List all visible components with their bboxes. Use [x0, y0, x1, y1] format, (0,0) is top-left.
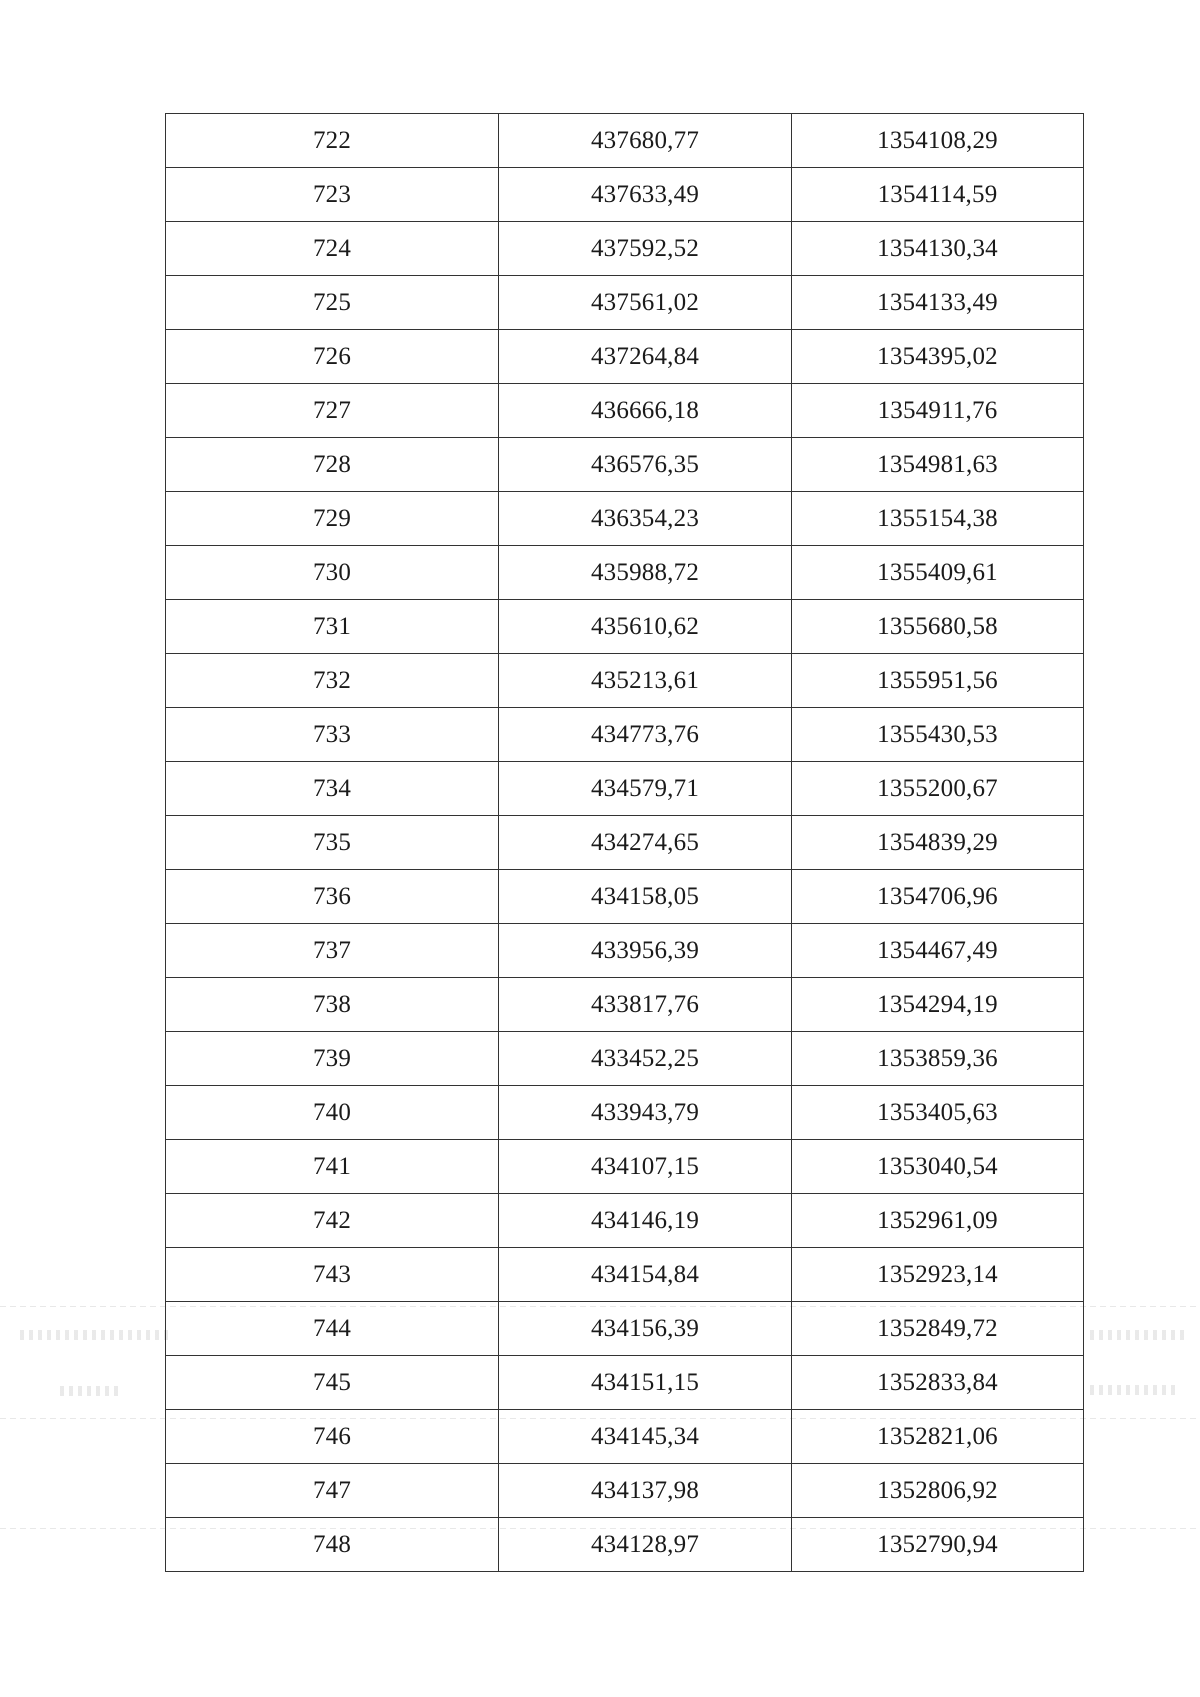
x-coordinate-cell: 436576,35: [499, 438, 792, 492]
point-number-cell: 731: [166, 600, 499, 654]
y-coordinate-cell: 1355430,53: [792, 708, 1084, 762]
y-coordinate-cell: 1352790,94: [792, 1518, 1084, 1572]
x-coordinate-cell: 436666,18: [499, 384, 792, 438]
x-coordinate-cell: 433943,79: [499, 1086, 792, 1140]
x-coordinate-cell: 434274,65: [499, 816, 792, 870]
x-coordinate-cell: 437592,52: [499, 222, 792, 276]
y-coordinate-cell: 1353040,54: [792, 1140, 1084, 1194]
x-coordinate-cell: 433452,25: [499, 1032, 792, 1086]
table-row: [166, 330, 1084, 384]
x-coordinate-cell: 434154,84: [499, 1248, 792, 1302]
table-row: [166, 438, 1084, 492]
x-coordinate-cell: 434151,15: [499, 1356, 792, 1410]
point-number-cell: 743: [166, 1248, 499, 1302]
point-number-cell: 744: [166, 1302, 499, 1356]
x-coordinate-cell: 434145,34: [499, 1410, 792, 1464]
point-number-cell: 724: [166, 222, 499, 276]
coordinates-table-body: [166, 114, 1084, 1572]
x-coordinate-cell: 434773,76: [499, 708, 792, 762]
point-number-cell: 726: [166, 330, 499, 384]
point-number-cell: 739: [166, 1032, 499, 1086]
y-coordinate-cell: 1352833,84: [792, 1356, 1084, 1410]
y-coordinate-cell: 1352806,92: [792, 1464, 1084, 1518]
y-coordinate-cell: 1354395,02: [792, 330, 1084, 384]
x-coordinate-cell: 433956,39: [499, 924, 792, 978]
x-coordinate-cell: 434146,19: [499, 1194, 792, 1248]
scan-artifact: [1090, 1330, 1185, 1340]
point-number-cell: 732: [166, 654, 499, 708]
y-coordinate-cell: 1354706,96: [792, 870, 1084, 924]
y-coordinate-cell: 1355951,56: [792, 654, 1084, 708]
y-coordinate-cell: 1353405,63: [792, 1086, 1084, 1140]
y-coordinate-cell: 1354467,49: [792, 924, 1084, 978]
point-number-cell: 742: [166, 1194, 499, 1248]
x-coordinate-cell: 435610,62: [499, 600, 792, 654]
point-number-cell: 728: [166, 438, 499, 492]
x-coordinate-cell: 437633,49: [499, 168, 792, 222]
x-coordinate-cell: 437264,84: [499, 330, 792, 384]
point-number-cell: 740: [166, 1086, 499, 1140]
scan-artifact: [1090, 1385, 1180, 1395]
x-coordinate-cell: 435213,61: [499, 654, 792, 708]
y-coordinate-cell: 1352961,09: [792, 1194, 1084, 1248]
y-coordinate-cell: 1354133,49: [792, 276, 1084, 330]
table-row: [166, 168, 1084, 222]
y-coordinate-cell: 1354911,76: [792, 384, 1084, 438]
table-row: [166, 1464, 1084, 1518]
table-row: [166, 816, 1084, 870]
x-coordinate-cell: 437680,77: [499, 114, 792, 168]
table-row: [166, 762, 1084, 816]
y-coordinate-cell: 1355409,61: [792, 546, 1084, 600]
table-row: [166, 1302, 1084, 1356]
y-coordinate-cell: 1355154,38: [792, 492, 1084, 546]
table-row: [166, 1032, 1084, 1086]
table-row: [166, 1086, 1084, 1140]
point-number-cell: 727: [166, 384, 499, 438]
point-number-cell: 748: [166, 1518, 499, 1572]
y-coordinate-cell: 1352821,06: [792, 1410, 1084, 1464]
x-coordinate-cell: 436354,23: [499, 492, 792, 546]
table-row: [166, 978, 1084, 1032]
table-row: [166, 546, 1084, 600]
y-coordinate-cell: 1354108,29: [792, 114, 1084, 168]
point-number-cell: 738: [166, 978, 499, 1032]
point-number-cell: 741: [166, 1140, 499, 1194]
point-number-cell: 734: [166, 762, 499, 816]
point-number-cell: 722: [166, 114, 499, 168]
x-coordinate-cell: 434107,15: [499, 1140, 792, 1194]
table-row: [166, 222, 1084, 276]
table-row: [166, 114, 1084, 168]
x-coordinate-cell: 434128,97: [499, 1518, 792, 1572]
table-row: [166, 492, 1084, 546]
point-number-cell: 745: [166, 1356, 499, 1410]
y-coordinate-cell: 1354294,19: [792, 978, 1084, 1032]
point-number-cell: 730: [166, 546, 499, 600]
table-row: [166, 708, 1084, 762]
table-row: [166, 924, 1084, 978]
coordinates-table: [165, 113, 1084, 1572]
point-number-cell: 737: [166, 924, 499, 978]
table-row: [166, 600, 1084, 654]
x-coordinate-cell: 433817,76: [499, 978, 792, 1032]
y-coordinate-cell: 1354114,59: [792, 168, 1084, 222]
x-coordinate-cell: 434156,39: [499, 1302, 792, 1356]
table-row: [166, 276, 1084, 330]
x-coordinate-cell: 434579,71: [499, 762, 792, 816]
y-coordinate-cell: 1355200,67: [792, 762, 1084, 816]
y-coordinate-cell: 1353859,36: [792, 1032, 1084, 1086]
point-number-cell: 729: [166, 492, 499, 546]
table-row: [166, 1410, 1084, 1464]
point-number-cell: 736: [166, 870, 499, 924]
table-row: [166, 1518, 1084, 1572]
table-row: [166, 1356, 1084, 1410]
point-number-cell: 733: [166, 708, 499, 762]
y-coordinate-cell: 1352923,14: [792, 1248, 1084, 1302]
table-row: [166, 384, 1084, 438]
x-coordinate-cell: 437561,02: [499, 276, 792, 330]
x-coordinate-cell: 435988,72: [499, 546, 792, 600]
y-coordinate-cell: 1352849,72: [792, 1302, 1084, 1356]
table-row: [166, 1140, 1084, 1194]
table-row: [166, 654, 1084, 708]
y-coordinate-cell: 1354130,34: [792, 222, 1084, 276]
scan-artifact: [60, 1386, 120, 1396]
x-coordinate-cell: 434137,98: [499, 1464, 792, 1518]
point-number-cell: 735: [166, 816, 499, 870]
point-number-cell: 723: [166, 168, 499, 222]
x-coordinate-cell: 434158,05: [499, 870, 792, 924]
point-number-cell: 747: [166, 1464, 499, 1518]
table-row: [166, 1194, 1084, 1248]
scan-artifact: [20, 1330, 170, 1340]
y-coordinate-cell: 1354839,29: [792, 816, 1084, 870]
table-row: [166, 870, 1084, 924]
table-row: [166, 1248, 1084, 1302]
point-number-cell: 746: [166, 1410, 499, 1464]
point-number-cell: 725: [166, 276, 499, 330]
y-coordinate-cell: 1355680,58: [792, 600, 1084, 654]
y-coordinate-cell: 1354981,63: [792, 438, 1084, 492]
